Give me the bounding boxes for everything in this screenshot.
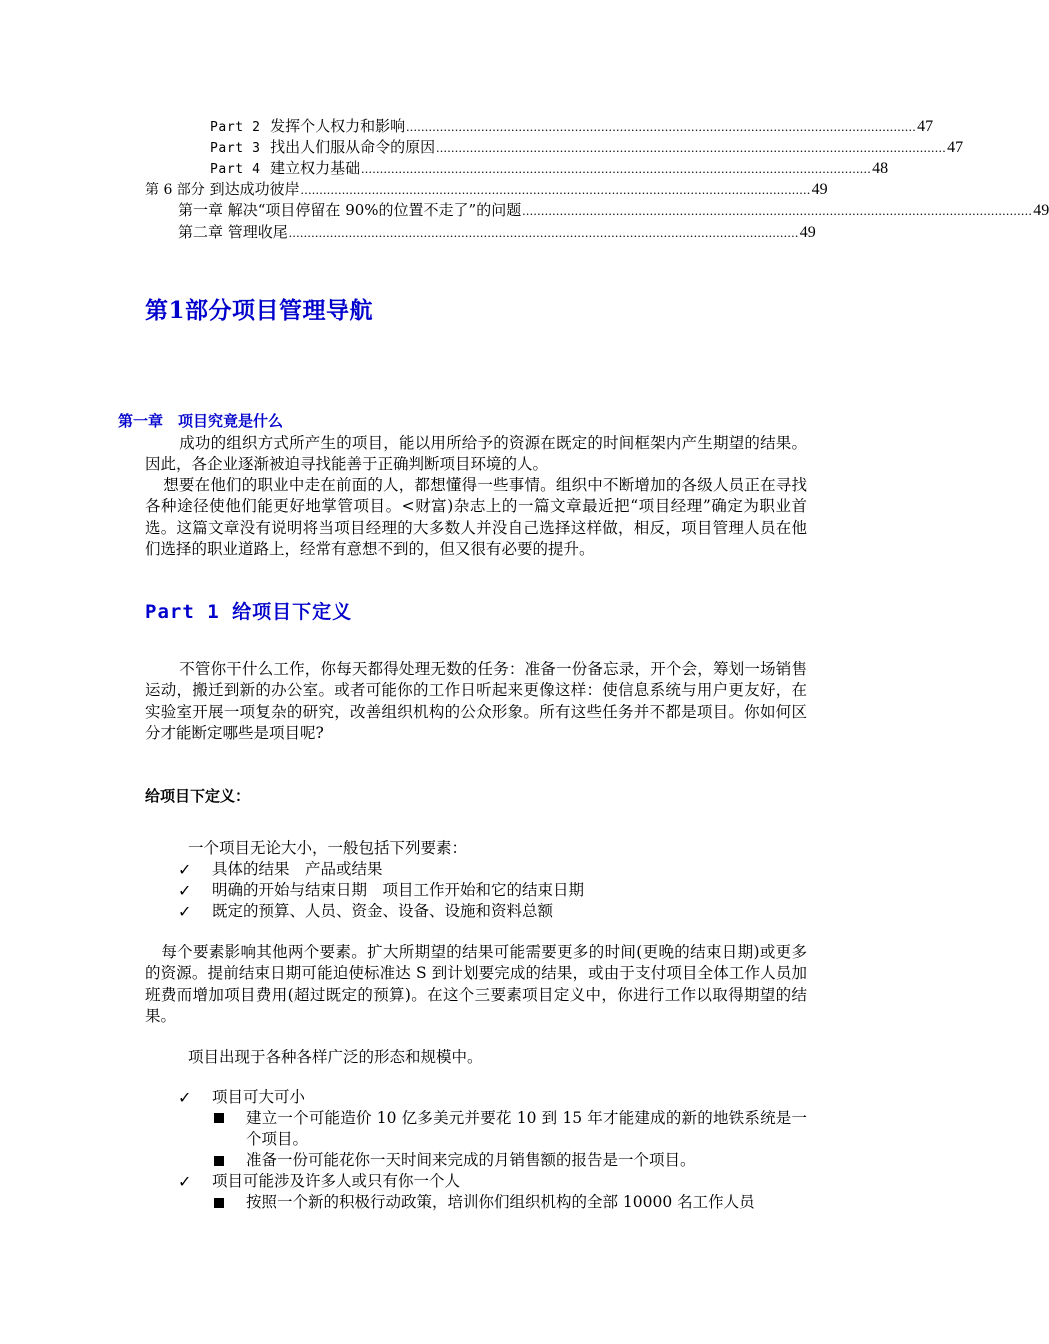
toc-prefix: Part 4: [210, 162, 261, 177]
toc-text: 找出人们服从命令的原因: [270, 138, 436, 156]
section-paragraph: [145, 659, 807, 745]
toc-text: 建立权力基础: [270, 159, 361, 177]
example-item: 建立一个可能造价 10 亿多美元并要花 10 到 15 年才能建成的新的地铁系统是一个项目。: [246, 1109, 807, 1149]
intro-paragraph-2: [145, 475, 807, 561]
intro-paragraph-1: [145, 433, 807, 476]
toc-leader: ........................................................................................................................................: [522, 203, 1033, 218]
example-item: 按照一个新的积极行动政策，培训你们组织机构的全部 10000 名工作人员: [246, 1193, 755, 1211]
checkmark-icon: ✓: [178, 1088, 192, 1107]
paragraph-text: 想要在他们的职业中走在前面的人，都想懂得一些事情。组织中不断增加的各级人员正在寻找各种途径使他们能更好地掌管项目。<财富)杂志上的一篇文章最近把“项目经理”确定为职业首选。这篇文章没有说明将当项目经理的大多数人并没自己选择这样做，相反，项目管理人员在他们选择的职业道路上，经常有意想不到的，但又很有必要的提升。: [145, 476, 807, 559]
form-item: 项目可大可小: [212, 1088, 306, 1106]
part-title: 第1部分项目管理导航: [145, 297, 374, 324]
toc-prefix: 第 6 部分: [145, 182, 205, 198]
element-item: 既定的预算、人员、资金、设备、设施和资料总额: [212, 902, 554, 920]
square-bullet-icon: [214, 1198, 224, 1208]
toc-page-number: 49: [1033, 202, 1049, 219]
forms-intro: 项目出现于各种各样广泛的形态和规模中。: [188, 1048, 483, 1066]
toc-page-number: 48: [872, 160, 889, 177]
element-item: 具体的结果 产品或结果: [212, 860, 383, 878]
toc-page-number: 49: [811, 181, 828, 198]
toc-leader: ........................................................................................................................................: [406, 119, 917, 134]
paragraph-text: 成功的组织方式所产生的项目，能以用所给予的资源在既定的时间框架内产生期望的结果。因此，各企业逐渐被迫寻找能善于正确判断项目环境的人。: [145, 434, 807, 474]
checkmark-icon: ✓: [178, 902, 192, 921]
toc-page-number: 49: [799, 224, 816, 241]
checkmark-icon: ✓: [178, 1172, 192, 1191]
toc-text: 第一章 解决“项目停留在 90%的位置不走了”的问题: [178, 201, 522, 219]
toc-prefix: Part 3: [210, 141, 261, 156]
toc-leader: ........................................................................................................................................: [436, 140, 947, 155]
toc-leader: ........................................................................................................................................: [300, 182, 811, 197]
toc-leader: ........................................................................................................................................: [288, 225, 799, 240]
toc-entry[interactable]: [178, 222, 816, 243]
toc-text: 到达成功彼岸: [209, 180, 300, 198]
elements-intro: 一个项目无论大小，一般包括下列要素：: [188, 839, 468, 857]
checkmark-icon: ✓: [178, 860, 192, 879]
element-item: 明确的开始与结束日期 项目工作开始和它的结束日期: [212, 881, 585, 899]
paragraph-text: 每个要素影响其他两个要素。扩大所期望的结果可能需要更多的时间(更晚的结束日期)或更多的资源。提前结束日期可能迫使标准达 S 到计划要完成的结果，或由于支付项目全体工作人员加班费而增加项目费用(超过既定的预算)。在这个三要素项目定义中，你进行工作以取得期望的结果。: [145, 943, 807, 1026]
toc-entry[interactable]: [145, 179, 828, 201]
paragraph-text: 不管你干什么工作，你每天都得处理无数的任务：准备一份备忘录，开个会，筹划一场销售运动，搬迁到新的办公室。或者可能你的工作日听起来更像这样：使信息系统与用户更友好，在实验室开展一项复杂的研究，改善组织机构的公众形象。所有这些任务并不都是项目。你如何区分才能断定哪些是项目呢?: [145, 660, 807, 743]
toc-entry[interactable]: [178, 200, 1049, 221]
checkmark-icon: ✓: [178, 881, 192, 900]
toc-entry[interactable]: [210, 137, 964, 159]
toc-entry[interactable]: [210, 116, 934, 138]
toc-leader: ........................................................................................................................................: [361, 161, 872, 176]
square-bullet-icon: [214, 1113, 224, 1123]
square-bullet-icon: [214, 1156, 224, 1166]
example-item: 准备一份可能花你一天时间来完成的月销售额的报告是一个项目。: [246, 1151, 696, 1169]
toc-prefix: Part 2: [210, 120, 261, 135]
section-title: Part 1 给项目下定义: [145, 601, 353, 623]
toc-entry[interactable]: [210, 158, 889, 180]
chapter-title: 第一章 项目究竟是什么: [118, 412, 284, 430]
form-item: 项目可能涉及许多人或只有你一个人: [212, 1172, 461, 1190]
toc-page-number: 47: [917, 118, 934, 135]
toc-text: 第二章 管理收尾: [178, 223, 288, 241]
definition-heading: 给项目下定义：: [145, 787, 251, 805]
toc-page-number: 47: [947, 139, 964, 156]
toc-text: 发挥个人权力和影响: [270, 117, 406, 135]
effect-paragraph: [145, 942, 807, 1028]
